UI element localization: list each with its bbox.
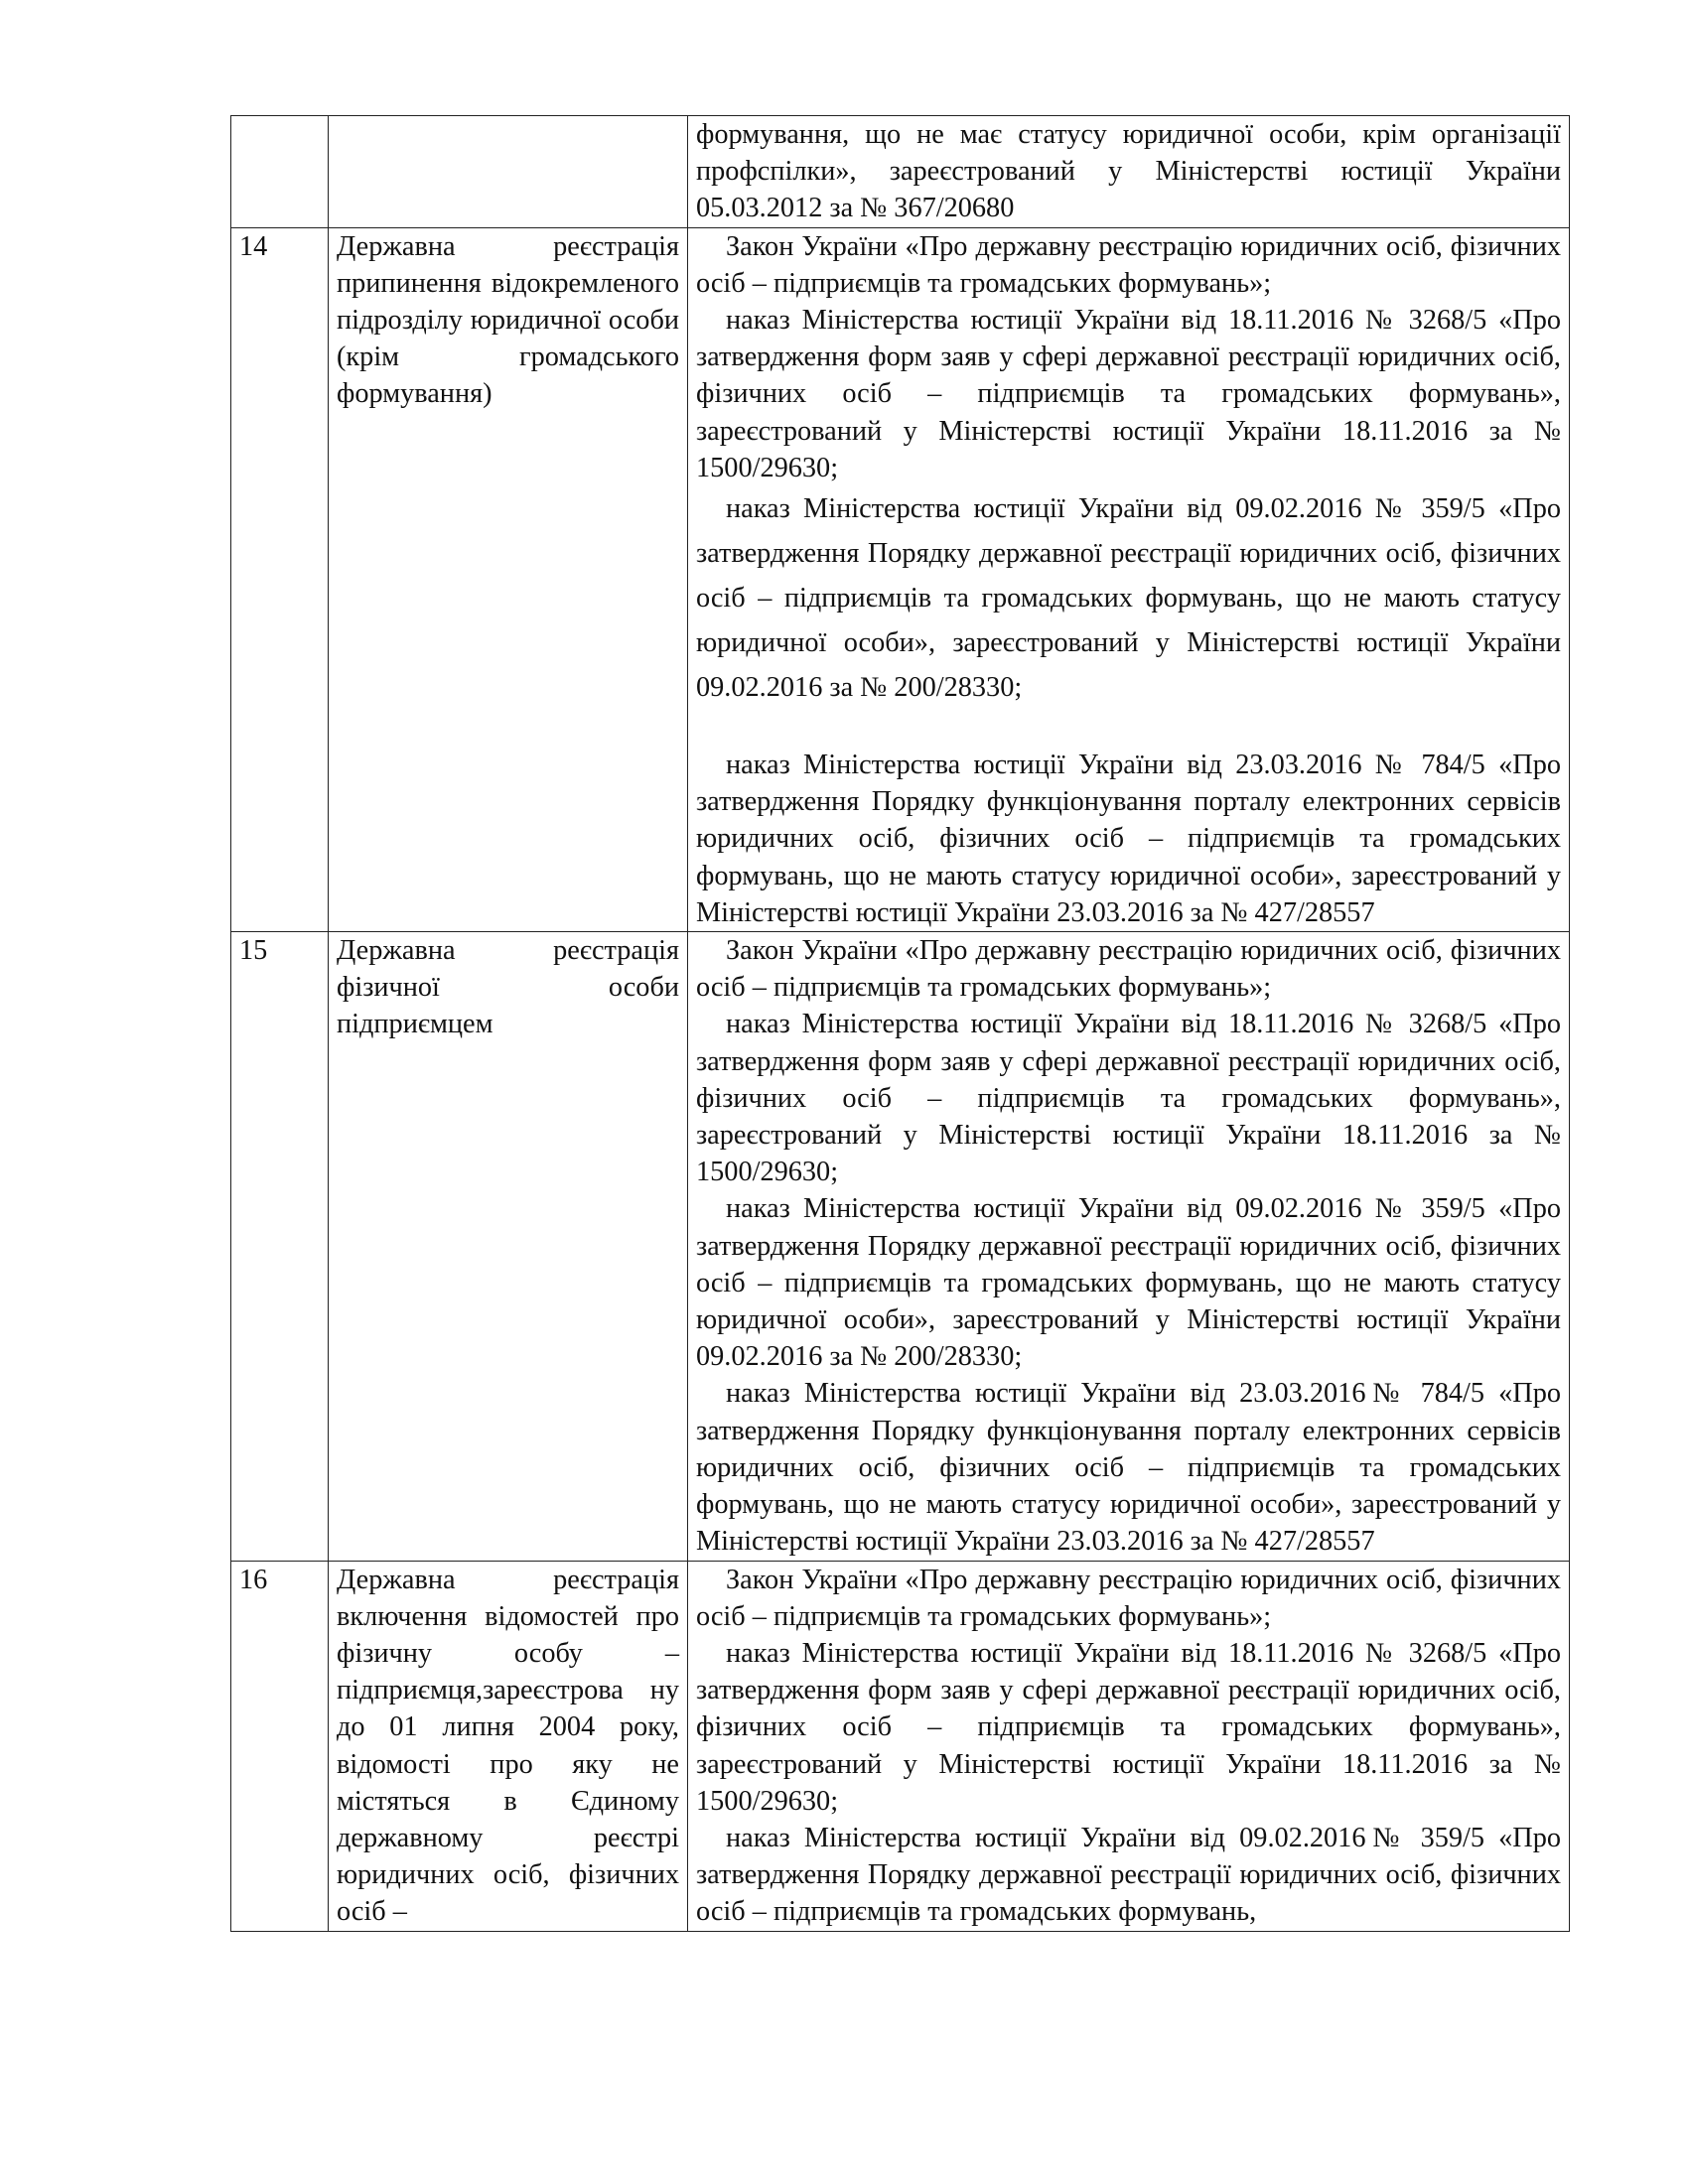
service-name: Державна реєстрація включення відомостей про фізичну особу – підприємця,зареєстрова ну до 01 липня 2004 року, відомості про яку не містяться в Єдиному державному реєстрі юридичних осіб, фізичних осіб – — [329, 1561, 688, 1931]
legal-basis-cell — [688, 1561, 1570, 1931]
row-number: 15 — [231, 932, 329, 1561]
legal-basis-paragraph: наказ Міністерства юстиції України від 18.11.2016 № 3268/5 «Про затвердження форм заяв у сфері державної реєстрації юридичних осіб, фізичних осіб – підприємців та громадських формувань», зареєстрований у Міністерстві юстиції України 18.11.2016 за № 1500/29630; — [696, 1637, 1561, 1817]
row-number: 16 — [231, 1561, 329, 1931]
legal-basis-paragraph: наказ Міністерства юстиції України від 09.02.2016 № 359/5 «Про затвердження Порядку державної реєстрації юридичних осіб, фізичних осіб – підприємців та громадських формувань, що не мають статусу юридичної особи», зареєстрований у Міністерстві юстиції України 09.02.2016 за № 200/28330; — [696, 493, 1561, 704]
legal-basis-paragraph: наказ Міністерства юстиції України від 18.11.2016 № 3268/5 «Про затвердження форм заяв у сфері державної реєстрації юридичних осіб, фізичних осіб – підприємців та громадських формувань», зареєстрований у Міністерстві юстиції України 18.11.2016 за № 1500/29630; — [696, 1009, 1561, 1188]
table-row — [231, 1561, 1570, 1931]
table-row — [231, 116, 1570, 228]
legal-basis-paragraph: наказ Міністерства юстиції України від 23.03.2016№ 784/5 «Про затвердження Порядку функціонування порталу електронних сервісів юридичних осіб, фізичних осіб – підприємців та громадських формувань, що не мають статусу юридичної особи», зареєстрований у Міністерстві юстиції України 23.03.2016 за № 427/28557 — [696, 1378, 1561, 1558]
table-row — [231, 227, 1570, 931]
legal-basis-cell — [688, 227, 1570, 931]
service-name: Державна реєстрація припинення відокремленого підрозділу юридичної особи (крім громадського формування) — [329, 227, 688, 931]
service-name: Державна реєстрація фізичної особи підприємцем — [329, 932, 688, 1561]
legal-basis-paragraph: Закон України «Про державну реєстрацію юридичних осіб, фізичних осіб – підприємців та громадських формувань»; — [696, 935, 1561, 1004]
row-number — [231, 116, 329, 228]
legal-basis-paragraph: Закон України «Про державну реєстрацію юридичних осіб, фізичних осіб – підприємців та громадських формувань»; — [696, 1564, 1561, 1632]
legal-basis-paragraph: наказ Міністерства юстиції України від 09.02.2016№ 359/5 «Про затвердження Порядку державної реєстрації юридичних осіб, фізичних осіб – підприємців та громадських формувань, — [696, 1822, 1561, 1928]
row-number: 14 — [231, 227, 329, 931]
document-page — [230, 115, 1569, 1932]
legal-basis-paragraph: наказ Міністерства юстиції України від 09.02.2016 № 359/5 «Про затвердження Порядку державної реєстрації юридичних осіб, фізичних осіб – підприємців та громадських формувань, що не мають статусу юридичної особи», зареєстрований у Міністерстві юстиції України 09.02.2016 за № 200/28330; — [696, 1193, 1561, 1373]
service-name — [329, 116, 688, 228]
legal-basis-cell — [688, 932, 1570, 1561]
legal-basis-paragraph: наказ Міністерства юстиції України від 23.03.2016 № 784/5 «Про затвердження Порядку функціонування порталу електронних сервісів юридичних осіб, фізичних осіб – підприємців та громадських формувань, що не мають статусу юридичної особи», зареєстрований у Міністерстві юстиції України 23.03.2016 за № 427/28557 — [696, 750, 1561, 928]
services-table — [230, 115, 1570, 1932]
legal-basis-paragraph: формування, що не має статусу юридичної особи, крім організації профспілки», зареєстрований у Міністерстві юстиції України 05.03.2012 за № 367/20680 — [696, 119, 1561, 224]
legal-basis-cell — [688, 116, 1570, 228]
legal-basis-paragraph: наказ Міністерства юстиції України від 18.11.2016 № 3268/5 «Про затвердження форм заяв у сфері державної реєстрації юридичних осіб, фізичних осіб – підприємців та громадських формувань», зареєстрований у Міністерстві юстиції України 18.11.2016 за № 1500/29630; — [696, 305, 1561, 483]
table-row — [231, 932, 1570, 1561]
legal-basis-paragraph: Закон України «Про державну реєстрацію юридичних осіб, фізичних осіб – підприємців та громадських формувань»; — [696, 230, 1561, 299]
